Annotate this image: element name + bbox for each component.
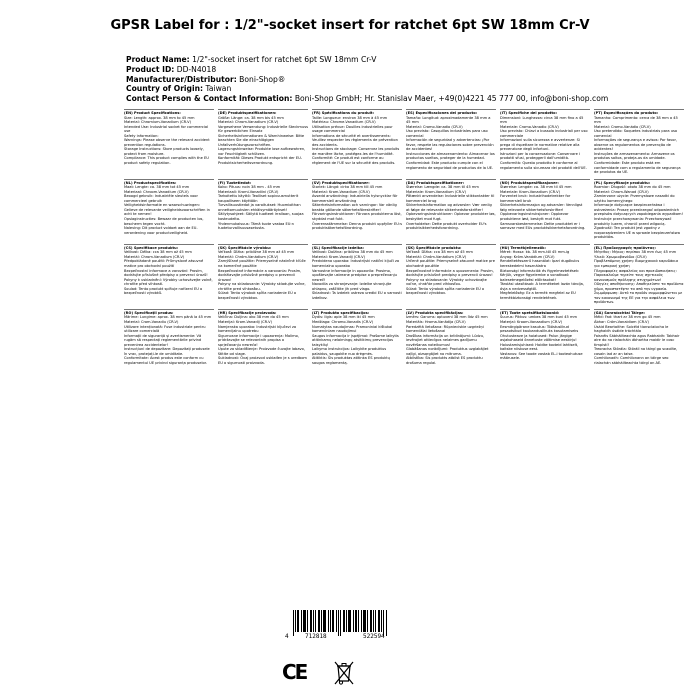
info-row-product-name [126, 55, 686, 65]
spec-heading: (PL) Specyfikacje produktu: [594, 180, 651, 185]
spec-cell-it [500, 109, 590, 175]
info-value: Boni-Shop® [239, 74, 286, 84]
spec-body: Koko: Pituus: noin 38 mm - 45 mm Materiaali: Kromi-Vanadiini (CR-V) Tarkoitettu käyttö: Teolliset sopivuusmutterit kaupalliseen käyttöön Turvallisuustiedot ja varoitukset: Huomioithan onnettomuuksien ehkäisymääräykset! Säilytysohjeet: Säilytä tuotteet irrallaan, suojaa kosteudelta. Yhdenmukaisuus: Tämä tuote vastaa EU:n tuoteturvallisuusasetusta. [218, 185, 304, 231]
barcode-bar [328, 610, 329, 632]
spec-cell-de [218, 109, 308, 175]
spec-heading: (EL) Προδιαγραφές προϊόντος: [594, 245, 656, 250]
barcode-bar [348, 610, 351, 632]
spec-heading: (ES) Especificaciones del producto: [406, 111, 478, 115]
barcode-bar [310, 610, 312, 632]
spec-cell-en [124, 109, 214, 175]
barcode-bar [375, 610, 376, 632]
info-label: Product ID: [126, 64, 175, 74]
info-label: Contact Person & Contact Information: [126, 94, 293, 104]
spec-heading: (ET) Toote spetsifikatsioonid: [500, 310, 560, 315]
barcode-bar [336, 610, 337, 632]
spec-row [124, 309, 684, 366]
spec-row [124, 109, 684, 175]
barcode-bar [321, 610, 322, 632]
spec-cell-fr [312, 109, 402, 175]
spec-cell-hr [218, 309, 308, 366]
barcode-bar [358, 610, 359, 632]
barcode-bar [370, 610, 372, 632]
spec-body: Suurus: Pikkus: umbes 38 mm kuni 45 mm Materjal: Kroom-Vanaadium (CR-V) Eesmärgipärane kasutus: Tööstuslikud pesaotsikud kaubanduslikuks kasutamiseks Ohutusteave ja hoiatused: Palun järgige asjakohaseid õnnetuste vältimise eeskirju! Hoiustamisjuhised: Hoidke tooteid lahtiselt, kaitske niiskuse eest. Vastavus: See toode vastab EL-i tooteohutuse määrusele. [500, 315, 583, 361]
spec-heading: (SL) Specifikacije izdelka: [312, 245, 364, 250]
spec-cell-sl [312, 244, 402, 305]
spec-body: Tamanho: Comprimento: cerca de 38 mm a 45 mm Material: Cromo-Vanádio (CR-V) Uso pretendido: Soquetes industriais para uso comercial Informações de segurança e avisos: Por favor, observe os regulamentos de prevenção de acidentes! Instruções de armazenamento: Armazene os produtos soltos, proteja-os da umidade. Conformidade: Este produto está em conformidade com o regulamento de segurança de produtos da UE. [594, 115, 681, 175]
spec-body: Tamaño: Longitud: aproximadamente 38 mm a 45 mm Material: Cromo-Vanadio (CR-V) Uso previsto: Casquillos industriales para uso comercial Información de seguridad y advertencias: ¡Por favor, respete las regulaciones sobre prevención de accidentes! Instrucciones de almacenamiento: Almacenar los productos sueltos, proteger de la humedad. Conformidad: Este producto cumple con el reglamento de seguridad de productos de la UE. [406, 115, 495, 170]
spec-cell-lv [406, 309, 496, 366]
spec-heading: (LV) Produkta specifikācijas: [406, 310, 464, 315]
spec-heading: (SK) Špecifikácie výrobku: [218, 245, 272, 250]
info-label: Product Name: [126, 55, 190, 64]
barcode-bar [301, 610, 302, 632]
spec-heading: (RO) Specificații produs: [124, 310, 174, 315]
barcode-bars [293, 610, 411, 632]
info-label: Country of Origin: [126, 84, 204, 94]
spec-heading: (CS) Specifikace produktu: [124, 245, 179, 250]
spec-cell-nl [124, 179, 214, 240]
spec-cell-sv [312, 179, 402, 240]
info-row-product-id [126, 65, 686, 75]
spec-body: Dydis: Ilgis: apie 38 mm iki 45 mm Medžiaga: Chromo-Vanadis (CR-V) Numatytas naudojimas: Pramoniniai kištukai komerciniam naudojimui Saugos informacija ir įspėjimai: Prašome laikytis atitinkamų nelaimingų atsitikimų prevencijos taisyklių! Laikymo instrukcijos: Laikykite produktus palaidus, saugokite nuo drėgmės. Atitiktis: Šis produktas atitinka ES produktų saugos reglamentą. [312, 315, 399, 365]
spec-cell-hu [500, 244, 590, 305]
spec-cell-cs [124, 244, 214, 305]
barcode-bar [318, 610, 320, 632]
barcode [285, 610, 415, 640]
weee-bin-icon [332, 660, 356, 686]
spec-body: Veľkosť: Dĺžka: cca 38 mm až 45 mm Materiál: Chróm-Vanádium (CR-V) Určené použitie: Priemyselné zásuvné matice pre obchodné použitie Bezpečnostné informácie a upozornenia: Prosím, dodržujte príslušné predpisy o prevencii úrazov! Pokyny na skladovanie: Výrobky uchovávajte voľne, chráňte pred vlhkosťou. Súlad: Tento výrobok spĺňa nariadenie EÚ o bezpečnosti výrobkov. [406, 250, 495, 296]
spec-body: Size: Length: approx. 38 mm to 45 mm Material: Chromium-Vanadium (CR-V) Intended Use: Industrial socket for commercial use Safety information: Warnings: Please observe the relevant accident prevention regulations. Storage Instructions: Store products loosely, protect from moisture. Compliance: This product complies with the EU product safety regulation. [124, 115, 210, 166]
info-label: Manufacturer/Distributor: [126, 74, 237, 84]
spec-body: Størrelse: Lengde: ca. 38 mm til 45 mm Materiale: Krom-Vanadium (CR-V) Forventet bruk: Industrihodetrekker for kommersiell bruk Sikkerhetsinformasjon og advarsler: Vennligst følg relevante sikkerhetsforskrifter! Oppbevaringsinstruksjoner: Oppbevar produktene løst, beskytt mot fukt. Samsvarsbestemmelse: Dette produktet er i samsvar med EUs produktsikkerhetsforordning. [500, 185, 586, 231]
barcode-left-group: 712818 [305, 633, 327, 640]
info-row-manufacturer [126, 75, 686, 85]
barcode-bar [332, 610, 334, 632]
barcode-bar [378, 610, 380, 632]
spec-grid [124, 109, 684, 369]
spec-body: Taille: Longueur: environ 38 mm à 45 mm Matériau: Chrome-Vanadium (CR-V) Utilisation prévue: Douilles industrielles pour usage commercial Informations de sécurité et avertissements: Veuillez respecter les règlements de prévention des accidents. Instructions de stockage: Conservez les produits de manière lâche, protégez-les de l'humidité. Conformité: Ce produit est conforme au règlement de l'UE sur la sécurité des produits. [312, 115, 400, 166]
barcode-bar [307, 610, 308, 632]
spec-heading: (EN) Product Specifications: [124, 111, 181, 115]
barcode-bar [363, 610, 366, 632]
barcode-bar [373, 610, 374, 632]
spec-body: Mărime: Lungime: aprox. 38 mm până la 45 mm Material: Crom-Vanadiu (CR-V) Utilizare intenționată: Fuse industriale pentru utilizare comercială Informații de siguranță și avertismente: Vă rugăm să respectați reglementările privind prevenirea accidentelor! Instrucțiuni de depozitare: Depozitați produsele în vrac, protejați-le de umiditate. Conformitate: Acest produs este conform cu regulamentul UE privind siguranța produselor. [124, 315, 212, 365]
spec-body: Veľkosť: Dĺžka: približne 38 mm až 45 mm Materiál: Chróm-Vanádium (CR-V) Zamýšľané použitie: Priemyselné nástrčné kľúče na komerčné použitie Bezpečnostné informácie a varovania: Prosím, dodržiavajte príslušné predpisy o prevencii úrazov! Pokyny na skladovanie: Výrobky skladujte voľne, chráňte pred vlhkosťou. Súlad: Tento výrobok spĺňa nariadenie EÚ o bezpečnosti výrobkov. [218, 250, 306, 300]
barcode-bar [346, 610, 347, 632]
product-info [126, 55, 686, 104]
spec-body: Izmērs: Garums: aptuveni 38 mm līdz 45 mm Materiāls: Hroma-Vanādija (CR-V) Paredzētā lietošana: Rūpnieciskie uzgriežņi komerciālai lietošanai Drošības informācija un brīdinājumi: Lūdzu, ievērojiet attiecīgos nelaimes gadījumu novēršanas noteikumus! Glabāšanas norādījumi: Produktus uzglabājiet vaļīgi, aizsargājiet no mitruma. Atbilstība: Šis produkts atbilst ES produktu drošuma regulai. [406, 315, 489, 365]
info-row-contact [126, 94, 686, 104]
barcode-bar [297, 610, 299, 632]
page-title: GPSR Label for : 1/2"-socket insert for ratchet 6pt SW 18mm Cr-V [110, 18, 590, 33]
spec-row [124, 179, 684, 240]
spec-cell-sk [218, 244, 308, 305]
barcode-bar [313, 610, 314, 632]
spec-heading: (DE) Produktspezifikationen: [218, 111, 277, 115]
spec-heading: (FR) Spécifications du produit: [312, 111, 375, 115]
spec-body: Méret: Hossz: kb. 38 mm-től 45 mm-ig Anyag: Króm-Vanádium (CR-V) Rendeltetésszerű használat: Ipari dugókulcs kereskedelmi használatra Biztonsági információk és figyelmeztetések: Kérjük, vegye figyelembe a vonatkozó balesetmegelőzési előírásokat! Tárolási utasítások: A termékeket lazán tárolja, óvja a nedvességtől. Megfelelőség: Ez a termék megfelel az EU termékbiztonsági rendeletének. [500, 250, 584, 300]
spec-cell-da [406, 179, 496, 240]
barcode-bar [330, 610, 331, 632]
barcode-bar [367, 610, 368, 632]
spec-body: Maat: Lengte: ca. 38 mm tot 45 mm Materiaal: Chroom-Vanadium (CR-V) Beoogd gebruik: Industriële sleutels voor commercieel gebruik Veiligheidsinformatie en waarschuwingen: Gelieve de relevante veiligheidsvoorschriften in acht te nemen! Opslaginstructies: Bewaar de producten los, bescherm tegen vocht. Naleving: Dit product voldoet aan de EU-verordening voor productveiligheid. [124, 185, 210, 235]
info-value: 1/2"-socket insert for ratchet 6pt SW 18mm Cr-V [192, 55, 377, 64]
spec-cell-no [500, 179, 590, 240]
spec-cell-ro [124, 309, 214, 366]
spec-row [124, 244, 684, 305]
barcode-right-group: 522594 [363, 633, 385, 640]
spec-cell-el [594, 244, 684, 305]
spec-heading: (HR) Specifikacije proizvoda: [218, 310, 277, 315]
info-value: Boni-Shop GmbH; Hr. Stanislav Maer, +49(0)4221 45 777 00, info@boni-shop.com [294, 94, 609, 104]
barcode-bar [323, 610, 326, 632]
ce-mark: CE [282, 660, 307, 684]
barcode-bar [343, 610, 345, 632]
barcode-bar [353, 610, 354, 632]
spec-heading: (NO) Produktspesifikasjoner: [500, 180, 559, 185]
barcode-digits [285, 633, 415, 641]
spec-cell-lt [312, 309, 402, 366]
barcode-bar [361, 610, 362, 632]
spec-cell-et [500, 309, 590, 366]
spec-cell-ga [594, 309, 684, 366]
spec-heading: (IT) Specifiche del prodotto: [500, 111, 558, 115]
spec-body: Méid: Fad: thart ar 38 mm go 45 mm Ábhar: Cróm-Vanaidiam (CR-V) Úsáid Beartaithe: Soicéid tionsclaíocha le haghaidh úsáide tráchtála Faisnéis Sábháilteachta agus Rabhaidh: Tabhair aire do na rialacháin ábhartha maidir le cosc timpistí! Treoracha Stórála: Stóráil na táirgí go scaoilte, cosain iad ar an taise. Comhlíonadh: Comhlíonann an táirge seo rialachán sábháilteachta táirgí an AE. [594, 315, 680, 365]
spec-body: Dimensioni: Lunghezza: circa 38 mm fino a 45 mm Materiale: Cromo-Vanadio (CR-V) Uso previsto: Chiavi a bussola industriali per uso commerciale Informazioni sulla sicurezza e avvertenze: Si prega di rispettare le normative relative alla prevenzione degli infortuni. Istruzioni per la conservazione: Conservare i prodotti sfusi, proteggerli dall'umidità. Conformità: Questo prodotto è conforme al regolamento sulla sicurezza dei prodotti dell'UE. [500, 115, 588, 170]
spec-heading: (SK) Špecifikácie produktu: [406, 245, 462, 250]
spec-heading: (FI) Tuotetiedot: [218, 180, 252, 185]
barcode-bar [303, 610, 306, 632]
spec-body: Μέγεθος: Μήκος: περίπου 38 mm έως 45 mm Υλικό: Χρωμιοβανάδιο (CR-V) Προβλεπόμενη χρήση: Βιομηχανικά καρυδάκια για εμπορική χρήση Πληροφορίες ασφαλείας και προειδοποιήσεις: Παρακαλούμε τηρείτε τους σχετικούς κανονισμούς πρόληψης ατυχημάτων! Οδηγίες αποθήκευσης: Αποθηκεύστε τα προϊόντα χύμα, προστατέψτε τα από την υγρασία. Συμμόρφωση: Αυτό το προϊόν συμμορφώνεται με τον κανονισμό της ΕΕ για την ασφάλεια των προϊόντων. [594, 250, 684, 305]
info-value: Taiwan [205, 84, 232, 94]
spec-cell-pt [594, 109, 684, 175]
spec-heading: (GA) Sonraíochtaí Táirge: [594, 310, 645, 315]
spec-body: Storlek: Längd: cirka 38 mm till 45 mm Material: Krom-Vanadium (CR-V) Avsedd användning: Industriella hylsnycklar för kommersiell användning Säkerhetsinformation och varningar: Var vänlig beakta gällande säkerhetsföreskrifter! Förvaringsinstruktioner: Förvara produkterna löst, skyddat mot fukt. Överensstämmelse: Denna produkt uppfyller EU:s produktsäkerhetsförordning. [312, 185, 402, 231]
spec-cell-es [406, 109, 496, 175]
spec-body: Velikost: Délka: cca 38 mm až 45 mm Materiál: Chrom-Vanadium (CR-V) Předpokládané použití: Průmyslové zásuvné matice pro obchodní použití Bezpečnostní informace a varování: Prosím, dodržujte příslušné předpisy o prevenci úrazů! Pokyny k uskladnění: Výrobky uchovávejte volně, chraňte před vlhkostí. Soulad: Tento produkt splňuje nařízení EU o bezpečnosti výrobků. [124, 250, 213, 296]
barcode-bar [295, 610, 296, 632]
spec-heading: (PT) Especificações do produto: [594, 111, 659, 115]
barcode-first-digit: 4 [285, 633, 289, 640]
spec-heading: (HU) Termékjellemzők: [500, 245, 546, 250]
spec-heading: (NL) Productspecificaties: [124, 180, 177, 185]
barcode-bar [355, 610, 357, 632]
spec-cell-pl [594, 179, 684, 240]
info-row-country [126, 84, 686, 94]
spec-heading: (SV) Produktspecifikationer: [312, 180, 370, 185]
spec-body: Veličina: Duljina: oko 38 mm do 45 mm Materijal: Krom-Vanadij (CR-V) Namjenska uporaba: Industrijski ključevi za komercijalnu upotrebu Sigurnosne informacije i upozorenja: Molimo, pridržavajte se relevantnih propisa o sprječavanju nesreća! Upute za skladištenje: Proizvode čuvajte labavo, štitite od vlage. Sukladnost: Ovaj proizvod usklađen je s uredbom EU o sigurnosti proizvoda. [218, 315, 307, 365]
compliance-marks [282, 660, 412, 690]
spec-body: Größe: Länge: ca. 38 mm bis 45 mm Material: Chrom-Vanadium (CR-V) Vorgesehene Verwendung: Industrielle Steckmuss für gewerblichen Einsatz Sicherheitsinformationen & Warnhinweise: Bitte beachten Sie die einschlägigen Unfallverhütungsvorschriften. Lagerungshinweise: Produkte lose aufbewahren, vor Feuchtigkeit schützen. Konformität: Dieses Produkt entspricht der EU-Produktsicherheitsverordnung. [218, 115, 308, 166]
spec-body: Størrelse: Længde: ca. 38 mm til 45 mm Materiale: Krom-Vanadium (CR-V) Påtænkt anvendelse: Industrielle stikkontakter til kommerciel brug Sikkerhedsinformation og advarsler: Vær venlig at følge de relevante sikkerhedsforskrifter! Opbevaringsinstruktioner: Opbevar produkter løs, beskyttet mod fugt. Overholdelse: Dette produkt overholder EU's produktsikkerhedsforordning. [406, 185, 496, 231]
spec-cell-fi [218, 179, 308, 240]
info-value: DD-N4018 [176, 64, 217, 74]
spec-heading: (LT) Produkto specifikacijos: [312, 310, 370, 315]
barcode-bar [381, 610, 382, 632]
spec-heading: (DA) Produktspecifikationer: [406, 180, 465, 185]
spec-body: Velikost: Dolžina: približno 38 mm do 45 mm Material: Krom-Vanadij (CR-V) Predvidena uporaba: Industrijski natični ključi za komercialno uporabo Varnostne informacije in opozorila: Prosimo, upoštevajte ustrezne predpise o preprečevanju nesreč! Navodila za shranjevanje: Izdelke shranjujte ohlapno, zaščitite jih pred vlago. Skladnost: Ta izdelek ustreza uredbi EU o varnosti izdelkov. [312, 250, 402, 300]
spec-body: Rozmiar: Długość: około 38 mm do 45 mm Materiał: Chrom-Wanad (CR-V) Zamierzone użycie: Przemysłowe nasadki do użytku komercyjnego Informacje dotyczące bezpieczeństwa i ostrzeżenia: Proszę przestrzegać odpowiednich przepisów dotyczących zapobiegania wypadkom! Instrukcje przechowywania: Przechowywać produkty luzem, chronić przed wilgocią. Zgodność: Ten produkt jest zgodny z rozporządzeniem UE w sprawie bezpieczeństwa produktów. [594, 185, 683, 240]
barcode-bar [315, 610, 316, 632]
spec-cell-sk-2 [406, 244, 496, 305]
